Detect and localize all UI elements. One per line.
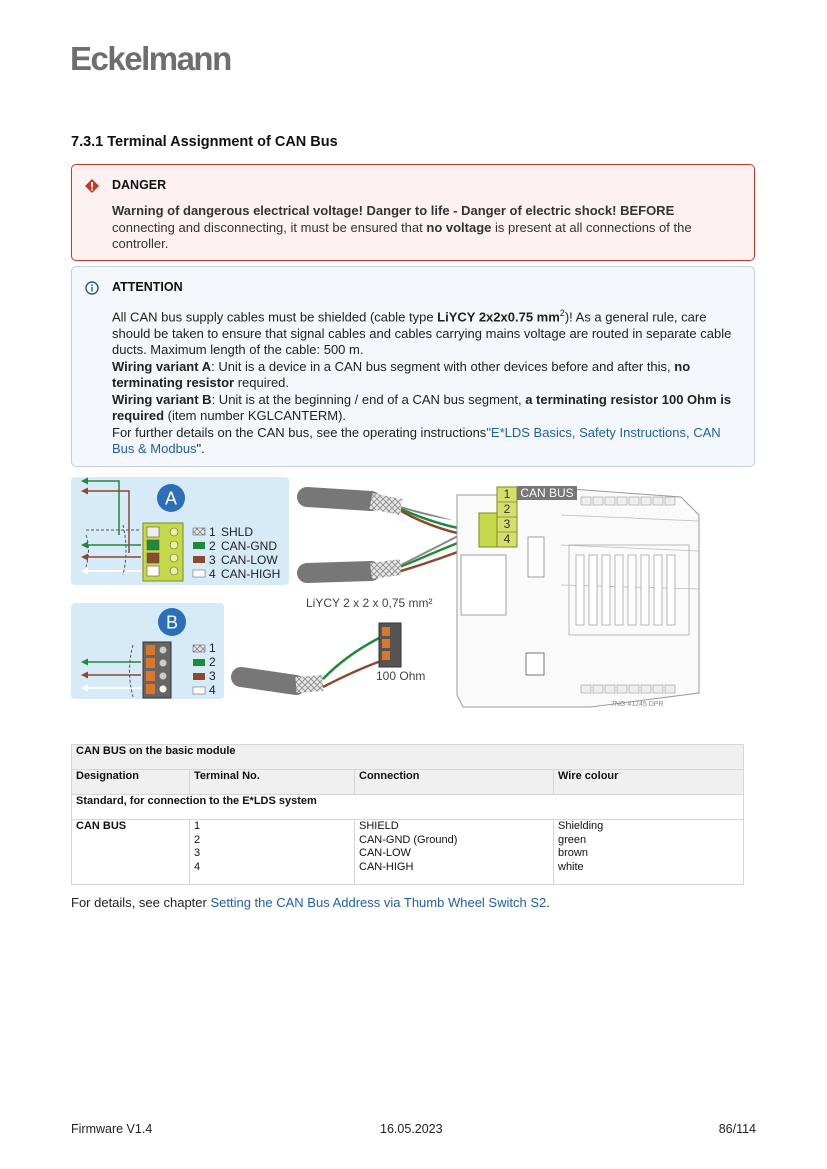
footer-page: 86/114 xyxy=(718,1122,756,1136)
danger-box xyxy=(71,164,755,261)
attention-p3d: (item number KGLCANTERM). xyxy=(164,408,347,424)
cable-type: LiYCY 2x2x0.75 mm xyxy=(437,309,560,325)
variant-b-label: Wiring variant B xyxy=(112,391,212,407)
operating-instructions-link[interactable]: "E*LDS Basics, Safety Instructions, CAN Bus & Modbus xyxy=(112,424,721,457)
attention-p1c: )! As a general rule, care should be taken to ensure that signal cables and cables carrying mains voltage are routed in separate cable ducts. Maximum length of the cable: 500 m. xyxy=(112,309,732,358)
terminal-3: 3 xyxy=(194,847,201,859)
attention-paragraph-1 xyxy=(112,305,736,359)
attention-p2b: : Unit is a device in a CAN bus segment with other devices before and after this, xyxy=(211,358,675,374)
danger-text xyxy=(112,203,736,253)
cell-connections xyxy=(355,820,554,885)
legend-a-1-label: SHLD xyxy=(221,525,254,539)
footer-date: 16.05.2023 xyxy=(380,1122,443,1136)
details-prefix: For details, see chapter xyxy=(71,895,211,910)
terminal-2: 2 xyxy=(194,833,201,846)
canbus-terminal-1: 1 xyxy=(503,487,511,501)
legend-a-3-label: CAN-LOW xyxy=(221,553,278,567)
danger-text-bold-2: no voltage xyxy=(426,219,492,235)
attention-p4a: For further details on the CAN bus, see the operating instructions xyxy=(112,424,487,440)
table-subheader: Standard, for connection to the E*LDS system xyxy=(72,795,744,820)
legend-a-3-num: 3 xyxy=(209,553,216,567)
wiring-diagram xyxy=(71,475,751,715)
table-subheader-row xyxy=(72,795,744,820)
attention-title: ATTENTION xyxy=(112,280,183,294)
danger-text-3: is present at all connections of the controller. xyxy=(112,219,692,251)
danger-title: DANGER xyxy=(112,178,167,192)
company-logo: Eckelmann xyxy=(70,40,231,77)
attention-p3b: : Unit is at the beginning / end of a CAN bus segment, xyxy=(211,391,526,407)
col-header-connection: Connection xyxy=(355,770,554,795)
cable-type-sup: 2 xyxy=(559,308,565,318)
danger-text-2: connecting and disconnecting, it must be ensured that xyxy=(112,219,427,235)
footer-firmware: Firmware V1.4 xyxy=(71,1122,153,1136)
canbus-terminal-3: 3 xyxy=(503,517,511,531)
danger-text-bold-1: Warning of dangerous electrical voltage! Danger to life - Danger of electric shock! BEFORE xyxy=(112,203,675,218)
cable-a-upper xyxy=(307,497,481,537)
connection-2: CAN-GND (Ground) xyxy=(359,833,458,846)
info-icon xyxy=(85,281,99,295)
legend-b-3: 3 xyxy=(209,669,216,683)
attention-p2c: no terminating resistor xyxy=(112,358,691,391)
table-row xyxy=(72,820,744,885)
connection-4: CAN-HIGH xyxy=(359,860,414,873)
canbus-table xyxy=(71,744,744,885)
col-header-designation: Designation xyxy=(72,770,190,795)
device-module xyxy=(457,486,699,708)
colour-2: green xyxy=(558,833,587,846)
cable-label: LiYCY 2 x 2 x 0,75 mm² xyxy=(306,596,433,610)
canbus-label: CAN BUS xyxy=(520,486,574,500)
cell-colours xyxy=(554,820,744,885)
legend-b-2: 2 xyxy=(209,655,216,669)
section-title: 7.3.1 Terminal Assignment of CAN Bus xyxy=(71,134,338,150)
cell-terminals xyxy=(190,820,355,885)
connection-1: SHIELD xyxy=(359,820,399,832)
table-title-row xyxy=(72,745,744,770)
col-header-colour: Wire colour xyxy=(554,770,744,795)
terminal-1: 1 xyxy=(194,820,201,832)
canbus-address-chapter-link[interactable]: Setting the CAN Bus Address via Thumb Wheel Switch S2 xyxy=(210,895,547,910)
variant-a-label: Wiring variant A xyxy=(112,358,212,374)
legend-a-2-num: 2 xyxy=(209,539,216,553)
attention-p1a: All CAN bus supply cables must be shielded (cable type xyxy=(112,309,438,325)
legend-a-1-num: 1 xyxy=(209,525,216,539)
cell-designation: CAN BUS xyxy=(72,820,190,885)
terminal-4: 4 xyxy=(194,860,201,873)
details-suffix: . xyxy=(546,895,550,910)
colour-4: white xyxy=(558,860,584,873)
canbus-terminal-4: 4 xyxy=(503,532,511,546)
variant-b-badge: B xyxy=(165,612,179,633)
canbus-terminal-2: 2 xyxy=(503,502,511,516)
attention-p3c: a terminating resistor 100 Ohm is required xyxy=(112,391,732,424)
attention-paragraph-3 xyxy=(112,392,736,425)
attention-box xyxy=(71,266,755,467)
attention-p2d: required. xyxy=(234,375,290,391)
legend-b-4: 4 xyxy=(209,683,216,697)
colour-1: Shielding xyxy=(558,820,604,832)
variant-a-panel xyxy=(71,477,289,585)
attention-paragraph-2 xyxy=(112,359,736,392)
legend-a-4-num: 4 xyxy=(209,567,216,581)
colour-3: brown xyxy=(558,847,588,859)
attention-paragraph-4 xyxy=(112,425,736,458)
connection-3: CAN-LOW xyxy=(359,847,411,859)
resistor-label: 100 Ohm xyxy=(376,669,426,683)
legend-a-4-label: CAN-HIGH xyxy=(221,567,281,581)
device-label: 7NG 41245 DPR xyxy=(611,701,664,708)
legend-a-2-label: CAN-GND xyxy=(221,539,277,553)
attention-text xyxy=(112,305,736,458)
variant-b-panel xyxy=(71,603,224,699)
danger-icon xyxy=(85,179,99,193)
attention-p4b: ". xyxy=(196,441,205,457)
table-title: CAN BUS on the basic module xyxy=(72,745,744,770)
col-header-terminal: Terminal No. xyxy=(190,770,355,795)
table-header-row xyxy=(72,770,744,795)
details-text xyxy=(71,895,550,910)
legend-b-1: 1 xyxy=(209,641,216,655)
variant-a-badge: A xyxy=(164,488,178,509)
